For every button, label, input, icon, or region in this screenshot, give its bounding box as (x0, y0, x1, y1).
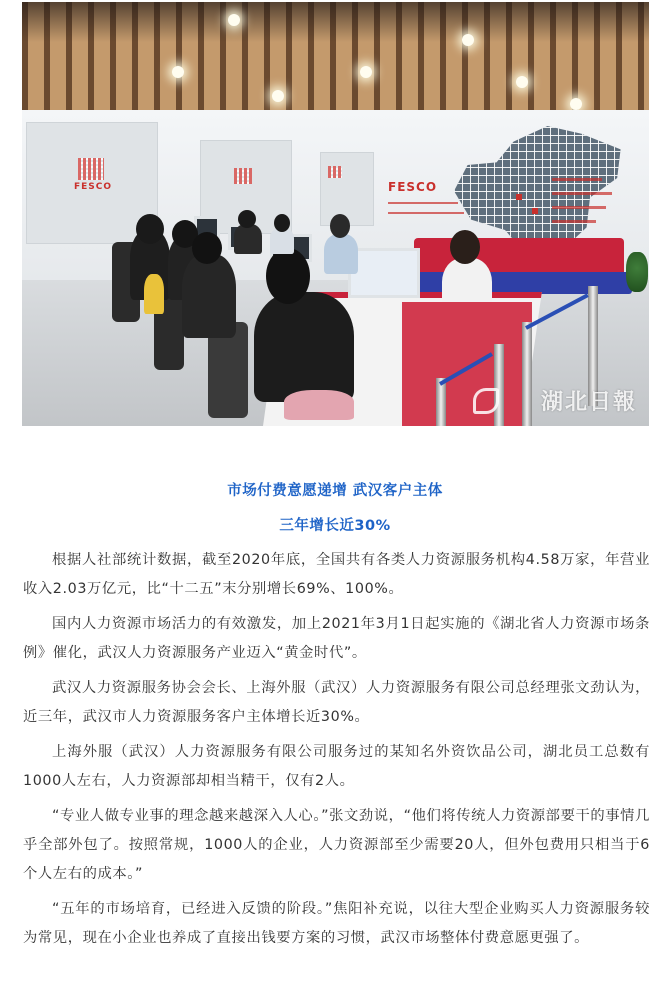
staff-member (324, 234, 358, 274)
staff-member (182, 254, 236, 338)
ceiling-light (570, 98, 582, 110)
paragraph: 国内人力资源市场活力的有效激发，加上2021年3月1日起实施的《湖北省人力资源市场条例》催化，武汉人力资源服务产业迈入“黄金时代”。 (23, 616, 650, 661)
newspaper-watermark: 湖北日報 (540, 389, 637, 415)
fesco-wall-sign: FESCO (388, 180, 438, 194)
ceiling-light (360, 66, 372, 78)
yellow-jacket (144, 274, 164, 314)
queue-stanchion (522, 322, 532, 426)
office-photo (22, 2, 649, 426)
staff-member (234, 224, 262, 254)
potted-plant (626, 252, 648, 292)
section-heading-line2: 三年增长近30% (279, 518, 391, 534)
ceiling-light (172, 66, 184, 78)
paragraph: “专业人做专业事的理念越来越深入人心。”张文劲说，“他们将传统人力资源部要干的事情几乎全部外包了。按照常规，1000人的企业，人力资源部至少需要20人，但外包费用只相当于6个人左右的成本。” (23, 808, 650, 882)
fesco-logo-text: FESCO (74, 182, 113, 192)
map-marker (516, 194, 522, 200)
newspaper-logo-icon (473, 388, 499, 414)
paragraph: “五年的市场培育，已经进入反馈的阶段。”焦阳补充说，以往大型企业购买人力资源服务较为常见，现在小企业也养成了直接出钱要方案的习惯，武汉市场整体付费意愿更强了。 (23, 901, 650, 946)
fesco-logo-icon (78, 158, 104, 180)
ceiling-light (272, 90, 284, 102)
ceiling-light (228, 14, 240, 26)
ceiling-light (462, 34, 474, 46)
section-heading-line1: 市场付费意愿递增 武汉客户主体 (227, 483, 443, 499)
fesco-logo-icon (328, 166, 342, 178)
pink-trousers (284, 390, 354, 420)
fesco-logo-icon (234, 168, 252, 184)
counter-front-panel (402, 302, 532, 426)
ceiling-light (516, 76, 528, 88)
queue-stanchion (494, 344, 504, 426)
monitor (348, 248, 420, 298)
wall-panel (320, 152, 374, 226)
paragraph: 根据人社部统计数据，截至2020年底，全国共有各类人力资源服务机构4.58万家，年营业收入2.03万亿元，比“十二五”末分别增长69%、100%。 (23, 552, 650, 597)
paragraph: 武汉人力资源服务协会会长、上海外服（武汉）人力资源服务有限公司总经理张文劲认为，近三年，武汉市人力资源服务客户主体增长近30%。 (23, 680, 650, 725)
map-marker (532, 208, 538, 214)
customer-at-counter (254, 292, 354, 402)
paragraph: 上海外服（武汉）人力资源服务有限公司服务过的某知名外资饮品公司，湖北员工总数有1000人左右，人力资源部却相当精干，仅有2人。 (23, 744, 650, 789)
